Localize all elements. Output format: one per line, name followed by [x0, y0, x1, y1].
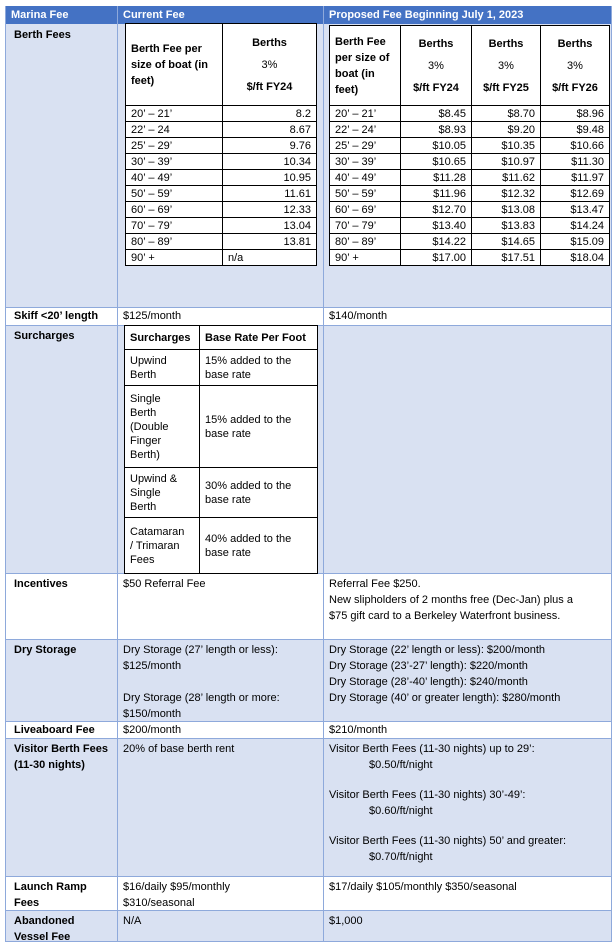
dry-storage-current: Dry Storage (27’ length or less): $125/month Dry Storage (28’ length or more: $150/month [123, 644, 280, 720]
liveaboard-current: $200/month [123, 724, 182, 736]
visitor-item-1: Visitor Berth Fees (11-30 nights) up to 29’: $0.50/ft/night [329, 743, 535, 771]
surcharges-label: Surcharges [14, 330, 75, 342]
table-row: 80’ – 89’ $14.22 $14.65 $15.09 [330, 234, 610, 250]
proposed-head-size: Berth Fee per size of boat (in feet) [330, 26, 401, 106]
current-head-size: Berth Fee per size of boat (in feet) [126, 24, 223, 106]
proposed-head-fy24: Berths 3% $/ft FY24 [401, 26, 472, 106]
table-row: 60’ – 69’ $12.70 $13.08 $13.47 [330, 202, 610, 218]
skiff-label: Skiff <20’ length [14, 310, 99, 322]
launch-ramp-label: Launch Ramp Fees [14, 881, 87, 909]
header-marina-fee: Marina Fee [5, 6, 117, 24]
table-row: 25’ – 29’ 9.76 [126, 138, 317, 154]
abandoned-proposed: $1,000 [329, 915, 363, 927]
dry-storage-label: Dry Storage [14, 644, 77, 656]
table-row: 22’ – 24’ $8.93 $9.20 $9.48 [330, 122, 610, 138]
incentives-label: Incentives [14, 578, 68, 590]
liveaboard-label: Liveaboard Fee [14, 724, 95, 736]
visitor-item-2: Visitor Berth Fees (11-30 nights) 30’-49’: $0.60/ft/night [329, 789, 526, 817]
table-row: Catamaran / Trimaran Fees 40% added to the base rate [125, 518, 318, 574]
header-proposed-fee: Proposed Fee Beginning July 1, 2023 [323, 6, 612, 24]
abandoned-current: N/A [123, 915, 142, 927]
proposed-berth-table [329, 25, 610, 266]
incentives-proposed: Referral Fee $250. New slipholders of 2 months free (Dec-Jan) plus a $75 gift card to a Berkeley Waterfront business. [329, 578, 573, 622]
table-row: 30’ – 39’ 10.34 [126, 154, 317, 170]
table-row: Single Berth (Double Finger Berth) 15% added to the base rate [125, 386, 318, 468]
table-row: 25’ – 29’ $10.05 $10.35 $10.66 [330, 138, 610, 154]
table-row: 90’ + n/a [126, 250, 317, 266]
abandoned-label: Abandoned Vessel Fee [14, 915, 75, 943]
table-row: Upwind Berth 15% added to the base rate [125, 350, 318, 386]
table-row: 70’ – 79’ $13.40 $13.83 $14.24 [330, 218, 610, 234]
table-row: 30’ – 39’ $10.65 $10.97 $11.30 [330, 154, 610, 170]
launch-ramp-proposed: $17/daily $105/monthly $350/seasonal [329, 881, 517, 893]
table-row: 50’ – 59’ 11.61 [126, 186, 317, 202]
proposed-head-fy26: Berths 3% $/ft FY26 [541, 26, 610, 106]
visitor-current: 20% of base berth rent [123, 743, 235, 755]
surcharges-head-type: Surcharges [125, 326, 200, 350]
incentives-current: $50 Referral Fee [123, 578, 206, 590]
proposed-head-fy25: Berths 3% $/ft FY25 [472, 26, 541, 106]
table-row: 20’ – 21’ 8.2 [126, 106, 317, 122]
table-row: 40’ – 49’ 10.95 [126, 170, 317, 186]
header-current-fee: Current Fee [117, 6, 323, 24]
surcharges-head-rate: Base Rate Per Foot [200, 326, 318, 350]
berth-fees-label: Berth Fees [14, 29, 71, 41]
skiff-proposed: $140/month [329, 310, 388, 322]
table-row: 60’ – 69’ 12.33 [126, 202, 317, 218]
table-row: 80’ – 89’ 13.81 [126, 234, 317, 250]
dry-storage-proposed: Dry Storage (22’ length or less): $200/month Dry Storage (23’-27’ length): $220/month Dry Storage (28’-40’ length): $240/month Dry Storage (40’ or greater length): $280/month [329, 644, 561, 704]
table-row: 40’ – 49’ $11.28 $11.62 $11.97 [330, 170, 610, 186]
surcharges-table [124, 325, 318, 574]
liveaboard-proposed: $210/month [329, 724, 388, 736]
table-row: Upwind & Single Berth 30% added to the base rate [125, 468, 318, 518]
skiff-current: $125/month [123, 310, 182, 322]
launch-ramp-current: $16/daily $95/monthly $310/seasonal [123, 881, 231, 909]
table-row: 50’ – 59’ $11.96 $12.32 $12.69 [330, 186, 610, 202]
table-row: 22’ – 24 8.67 [126, 122, 317, 138]
current-berth-table [125, 23, 317, 266]
table-row: 90’ + $17.00 $17.51 $18.04 [330, 250, 610, 266]
current-head-fee: Berths 3% $/ft FY24 [223, 24, 317, 106]
table-row: 70’ – 79’ 13.04 [126, 218, 317, 234]
visitor-item-3: Visitor Berth Fees (11-30 nights) 50’ and greater: $0.70/ft/night [329, 835, 567, 863]
visitor-proposed [323, 738, 612, 868]
table-row: 20’ – 21’ $8.45 $8.70 $8.96 [330, 106, 610, 122]
visitor-label: Visitor Berth Fees (11-30 nights) [14, 743, 108, 771]
